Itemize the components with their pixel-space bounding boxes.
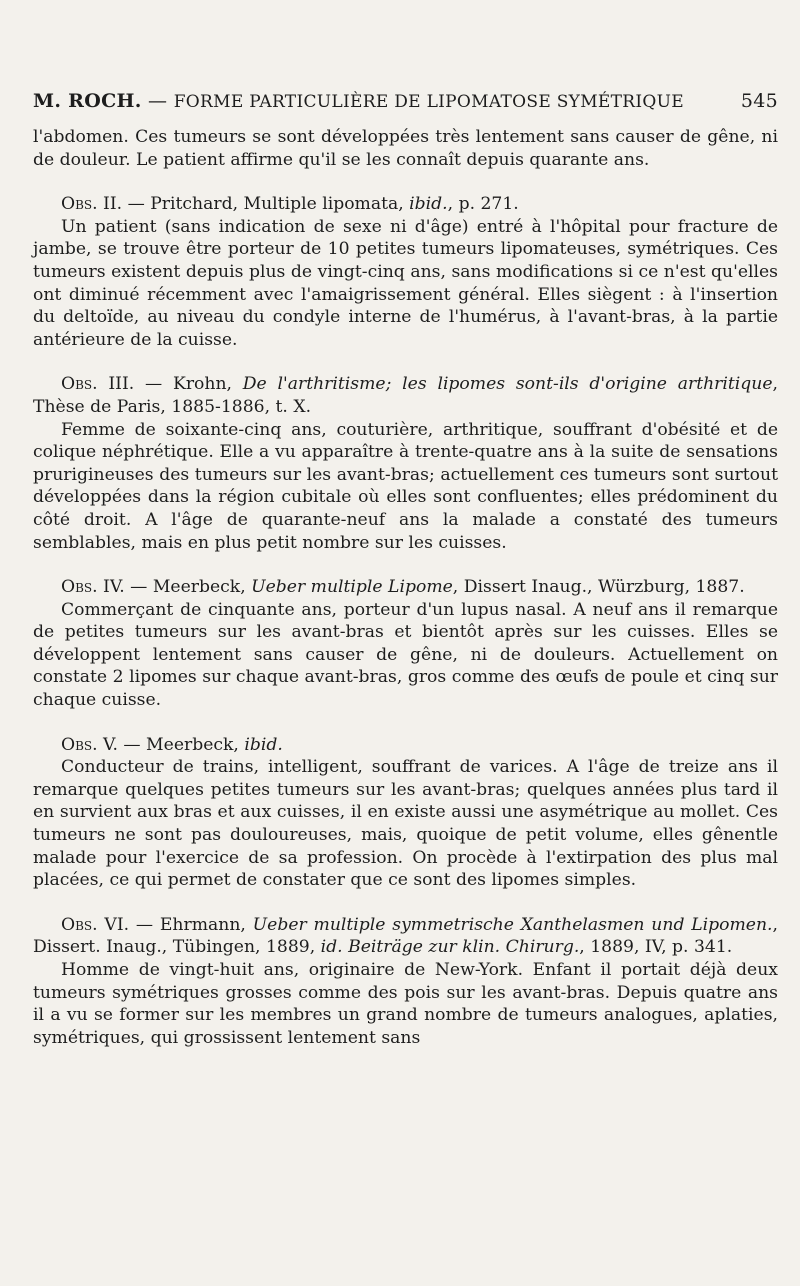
obs2-text: Un patient (sans indication de sexe ni d'âge) entré à l'hôpital pour fracture de jambe, se trouve être porteur de 10 petites tumeurs lipomateuses, symétriques. Ces tumeurs existent depuis plus de vingt-cinq ans, sans modifications si ce n'est qu'elles ont diminué récemment avec l'amaigrissement général. Elles siègent : à l'insertion du deltoïde, au niveau du condyle interne de l'humérus, à l'avant-bras, à la partie antérieure de la cuisse. bbox=[33, 216, 778, 350]
obs5-label: Obs. V. bbox=[61, 734, 118, 755]
obs3-ref-pre: — Krohn, bbox=[134, 374, 243, 395]
obs3-ref-post: , Thèse de Paris, 1885-1886, t. X. bbox=[33, 374, 778, 417]
obs2-ref-italic: ibid. bbox=[409, 194, 448, 215]
obs6-ref-mid: , Dissert. Inaug., Tübingen, 1889, bbox=[33, 914, 778, 958]
obs4-label: Obs. IV. bbox=[61, 577, 125, 598]
obs2-ref-pre: — Pritchard, Multiple lipomata, bbox=[122, 194, 410, 215]
obs6-ref-italic-2: id. Beiträge zur klin. Chirurg. bbox=[320, 937, 580, 958]
obs6-text: Homme de vingt-huit ans, originaire de New-York. Enfant il portait déjà deux tumeurs symétriques grosses comme des pois sur les avant-bras. Depuis quatre ans il a vu se former sur les membres un grand nombre de tumeurs analogues, aplaties, symétriques, qui grossissent lentement sans bbox=[33, 960, 778, 1048]
obs6-ref-post: , 1889, IV, p. 341. bbox=[579, 937, 733, 958]
obs6-ref-pre: — Ehrmann, bbox=[129, 914, 253, 935]
obs5-text: Conducteur de trains, intelligent, souffrant de varices. A l'âge de treize ans il remarque quelques petites tumeurs sur les avant-bras; quelques années plus tard il en survient aux bras et aux cuisses, il en existe aussi une asymétrique au mollet. Ces tumeurs ne sont pas douloureuses, mais, quoique de petit volume, elles gênentle malade pour l'exercice de sa profession. On procède à l'extirpation des plus mal placées, ce qui permet de constater que ce sont des lipomes simples. bbox=[33, 757, 778, 891]
obs4-ref-italic: Ueber multiple Lipome bbox=[251, 577, 453, 598]
running-header bbox=[33, 90, 778, 112]
obs6-reference bbox=[33, 914, 778, 959]
obs2-label: Obs. II. bbox=[61, 194, 123, 215]
obs5-ref-italic: ibid. bbox=[244, 734, 283, 755]
obs2-reference bbox=[33, 193, 778, 216]
obs3-label: Obs. III. bbox=[61, 374, 135, 395]
header-title: FORME PARTICULIÈRE DE LIPOMATOSE SYMÉTRIQUE bbox=[173, 92, 684, 112]
obs4-reference bbox=[33, 576, 778, 599]
page-body bbox=[33, 126, 778, 1049]
page-number: 545 bbox=[740, 90, 778, 112]
obs4-text: Commerçant de cinquante ans, porteur d'un lupus nasal. A neuf ans il remarque de petites tumeurs sur les avant-bras et bientôt après sur les cuisses. Elles se développent lentement sans causer de gêne, ni de douleurs. Actuellement on constate 2 lipomes sur chaque avant-bras, gros comme des œufs de poule et cinq sur chaque cuisse. bbox=[33, 599, 778, 711]
obs3-text: Femme de soixante-cinq ans, couturière, arthritique, souffrant d'obésité et de colique néphrétique. Elle a vu apparaître à trente-quatre ans à la suite de sensations prurigineuses des tumeurs sur les avant-bras; actuellement ces tumeurs sont surtout développées dans la région cubitale où elles sont confluentes; elles prédominent du côté droit. A l'âge de quarante-neuf ans la malade a constaté des tumeurs semblables, mais en plus petit nombre sur les cuisses. bbox=[33, 419, 778, 553]
header-left bbox=[33, 90, 684, 112]
obs5-ref-pre: — Meerbeck, bbox=[117, 734, 245, 755]
opening-paragraph: l'abdomen. Ces tumeurs se sont développées très lentement sans causer de gêne, ni de douleur. Le patient affirme qu'il se les connaît depuis quarante ans. bbox=[33, 127, 778, 170]
obs6-ref-italic: Ueber multiple symmetrische Xanthelasmen und Lipomen. bbox=[252, 914, 773, 935]
obs3-ref-italic: De l'arthritisme; les lipomes sont-ils d'origine arthritique bbox=[242, 374, 773, 395]
obs3-reference bbox=[33, 373, 778, 418]
header-author: M. ROCH. bbox=[33, 90, 142, 112]
obs6-label: Obs. VI. bbox=[61, 914, 130, 935]
header-dash: — bbox=[148, 90, 168, 112]
obs5-reference bbox=[33, 734, 778, 757]
obs4-ref-pre: — Meerbeck, bbox=[124, 577, 252, 598]
obs4-ref-post: , Dissert Inaug., Würzburg, 1887. bbox=[452, 577, 745, 598]
obs2-ref-post: , p. 271. bbox=[447, 194, 519, 215]
